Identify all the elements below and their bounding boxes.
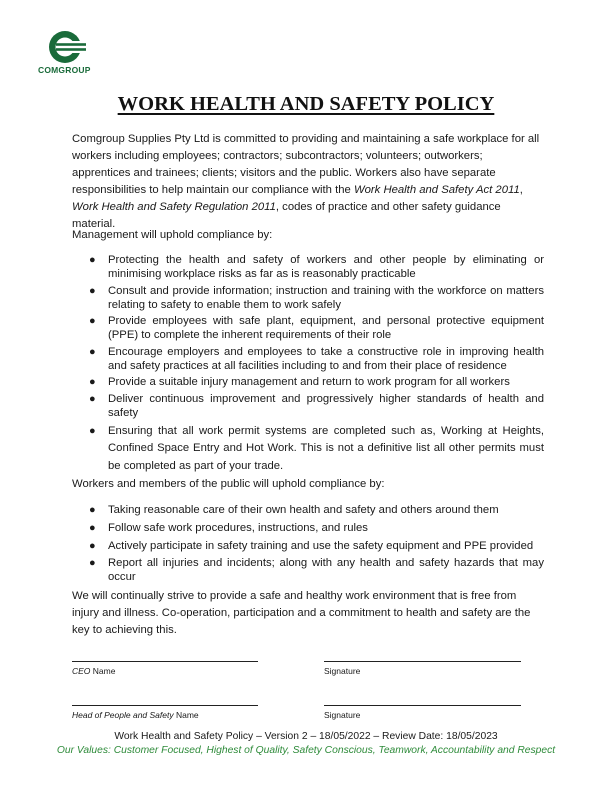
- bullet-icon: ●: [89, 539, 96, 552]
- bullet-icon: ●: [89, 424, 96, 437]
- regulation-name: Work Health and Safety Regulation 2011: [72, 201, 276, 213]
- list-item: ● Provide employees with safe plant, equipment, and personal protective equipment (PPE) to complete the inherent requirements of their role: [89, 315, 544, 342]
- footer-version: Work Health and Safety Policy – Version 2 – 18/05/2022 – Review Date: 18/05/2023: [114, 731, 498, 742]
- act-name: Work Health and Safety Act 2011: [353, 184, 520, 196]
- list-item: ● Report all injuries and incidents; along with any health and safety hazards that may occur: [89, 557, 544, 584]
- bullet-icon: ●: [89, 254, 96, 266]
- ceo-name-line: [72, 661, 258, 662]
- management-lead: Management will uphold compliance by:: [72, 229, 273, 241]
- list-item: ● Encourage employers and employees to take a constructive role in improving health and safety practices at all facilities including to and from their place of residence: [89, 345, 544, 372]
- intro-text-2: , codes of practice and other safety guidance material.: [72, 201, 501, 230]
- list-item: ● Provide a suitable injury management and return to work program for all workers: [89, 376, 510, 389]
- logo-text: COMGROUP: [38, 65, 91, 75]
- management-list: [72, 253, 544, 478]
- bullet-icon: ●: [89, 557, 96, 570]
- intro-paragraph: [72, 131, 542, 233]
- head-signature-line: [324, 705, 521, 706]
- head-name-label: Head of People and Safety Name: [72, 710, 199, 720]
- list-item: ● Taking reasonable care of their own health and safety and others around them: [89, 504, 499, 516]
- bullet-icon: ●: [89, 392, 96, 405]
- bullet-icon: ●: [89, 521, 96, 534]
- head-signature-label: Signature: [324, 710, 361, 720]
- ceo-signature-line: [324, 661, 521, 662]
- intro-sep: ,: [519, 184, 523, 196]
- ceo-signature-label: Signature: [324, 666, 361, 676]
- intro-text-1: Comgroup Supplies Pty Ltd is committed to providing and maintaining a safe workplace for all workers including employees; contractors; subcontractors; volunteers; outworkers; apprentices and trainees; clients; visitors and the public. Workers also have separate responsibilities to help maintain our compliance with the: [72, 133, 540, 196]
- list-item: ● Follow safe work procedures, instructions, and rules: [89, 521, 368, 534]
- footer-values: Our Values: Customer Focused, Highest of Quality, Safety Conscious, Teamwork, Accountability and Respect: [56, 745, 556, 756]
- workers-list: [72, 503, 544, 588]
- list-item: ● Ensuring that all work permit systems are completed such as, Working at Heights, Confined Space Entry and Hot Work. This is not a definitive list all other permits must be completed as part of your trade.: [89, 424, 544, 472]
- list-item: ● Deliver continuous improvement and progressively higher standards of health and safety: [89, 392, 544, 419]
- bullet-icon: ●: [89, 376, 96, 389]
- ceo-name-label: CEO Name: [72, 666, 116, 676]
- bullet-icon: ●: [89, 315, 96, 328]
- comgroup-logo-icon: [42, 30, 88, 64]
- comgroup-logo: [38, 30, 94, 75]
- head-name-line: [72, 705, 258, 706]
- bullet-icon: ●: [89, 284, 96, 297]
- bullet-icon: ●: [89, 345, 96, 358]
- bullet-icon: ●: [89, 504, 96, 516]
- workers-lead: Workers and members of the public will uphold compliance by:: [72, 478, 385, 490]
- closing-paragraph: We will continually strive to provide a safe and healthy work environment that is free from injury and illness. Co-operation, participation and a commitment to health and safety are the key to achieving this.: [72, 590, 531, 636]
- page-title: WORK HEALTH AND SAFETY POLICY: [117, 93, 495, 115]
- list-item: ● Protecting the health and safety of workers and other people by eliminating or minimising workplace risks as far as is reasonably practicable: [89, 254, 544, 280]
- list-item: ● Actively participate in safety training and use the safety equipment and PPE provided: [89, 539, 534, 552]
- list-item: ● Consult and provide information; instruction and training with the workforce on matters relating to safety to enable them to work safely: [89, 284, 544, 311]
